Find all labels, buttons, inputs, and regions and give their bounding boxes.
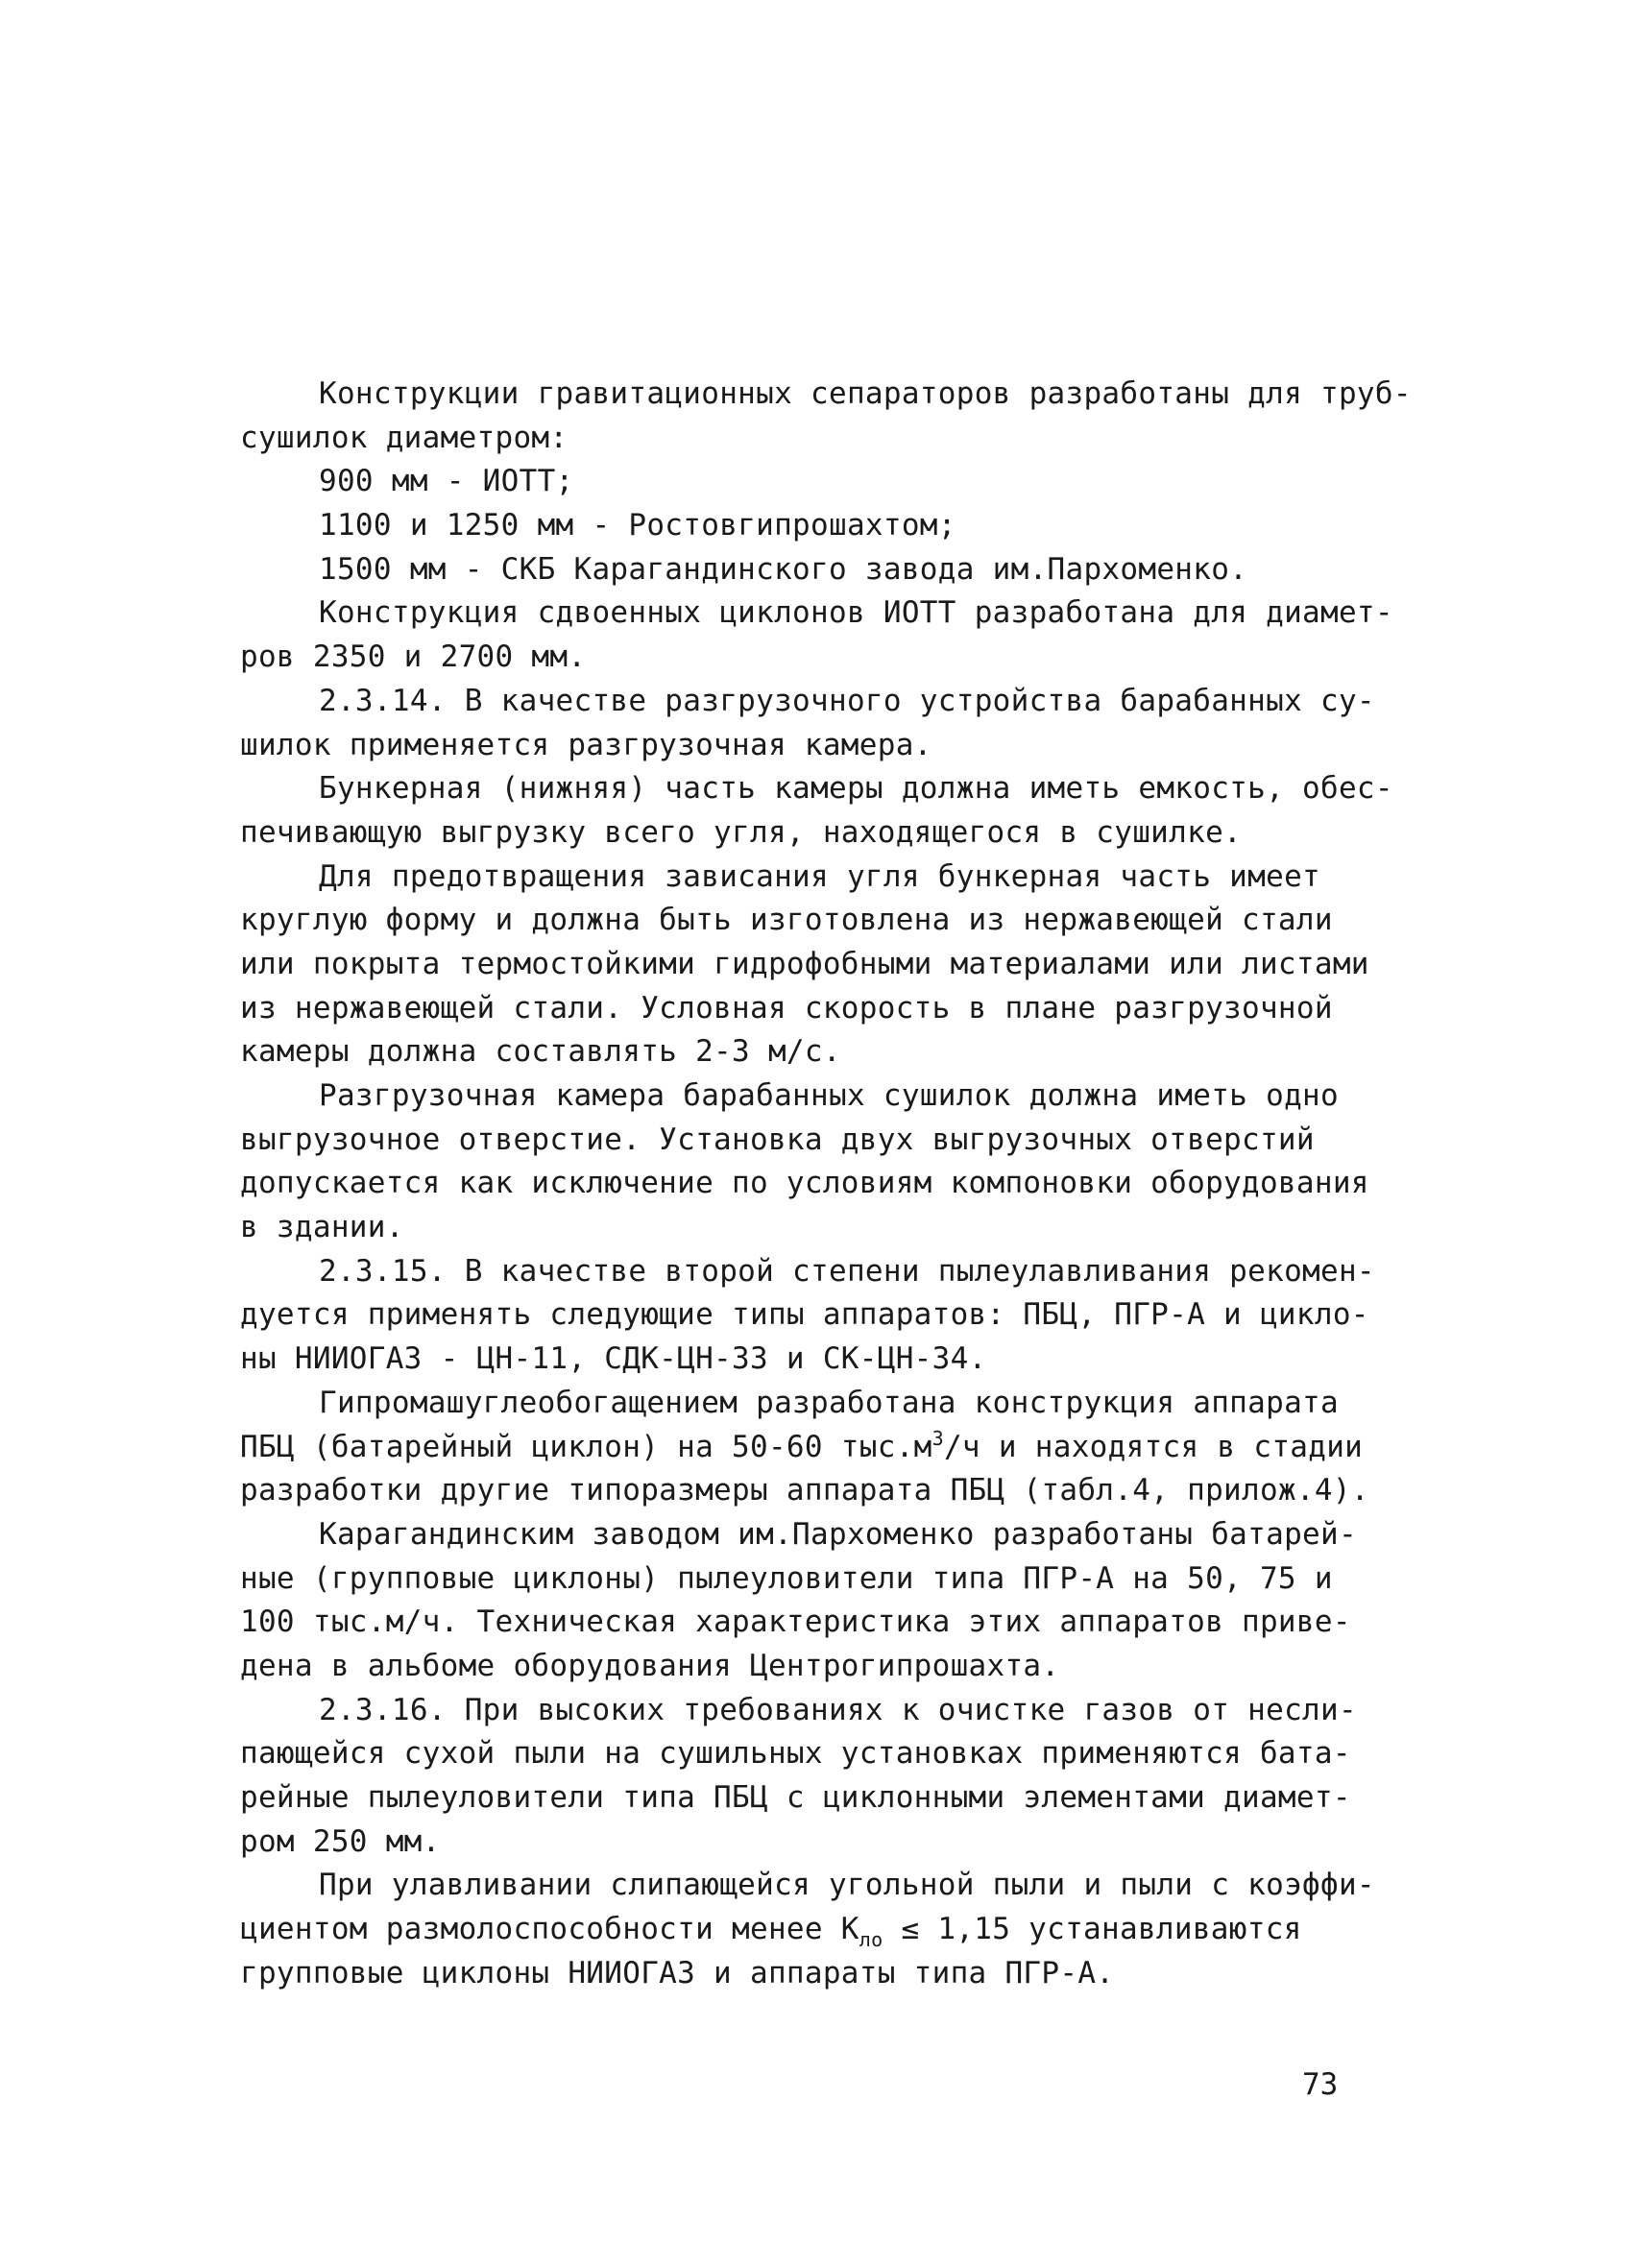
text-line: 100 тыс.м/ч. Техническая характеристика этих аппаратов приве-: [240, 1604, 1351, 1640]
subscript: ло: [859, 1928, 883, 1952]
text-line: [240, 1426, 1460, 1470]
text-segment: циентом размолоспособности менее К: [240, 1912, 859, 1947]
text-line: 1500 мм - СКБ Карагандинского завода им.Пархоменко.: [319, 551, 1248, 587]
page-number: 73: [1302, 2067, 1339, 2102]
text-line: пающейся сухой пыли на сушильных установках применяются бата-: [240, 1736, 1351, 1772]
text-line: из нержавеющей стали. Условная скорость в плане разгрузочной: [240, 990, 1333, 1025]
text-line: допускается как исключение по условиям компоновки оборудования: [240, 1166, 1369, 1201]
text-line: выгрузочное отверстие. Установка двух выгрузочных отверстий: [240, 1122, 1315, 1157]
text-line: 2.3.15. В качестве второй степени пылеулавливания рекомен-: [319, 1253, 1375, 1289]
text-line: Разгрузочная камера барабанных сушилок должна иметь одно: [319, 1078, 1339, 1113]
text-line: или покрыта термостойкими гидрофобными материалами или листами: [240, 946, 1369, 981]
text-line: дуется применять следующие типы аппаратов: ПБЦ, ПГР-А и цикло-: [240, 1297, 1369, 1333]
text-segment: ≤ 1,15 устанавливаются: [883, 1912, 1302, 1947]
document-body: [240, 373, 1460, 1995]
superscript: 3: [931, 1426, 944, 1450]
text-line: дена в альбоме оборудования Центрогипрошахта.: [240, 1648, 1060, 1683]
text-line: Бункерная (нижняя) часть камеры должна иметь емкость, обес-: [319, 771, 1393, 807]
text-line: [240, 1908, 1460, 1952]
text-line: ные (групповые циклоны) пылеуловители типа ПГР-А на 50, 75 и: [240, 1560, 1333, 1596]
text-line: Для предотвращения зависания угля бункерная часть имеет: [319, 858, 1320, 894]
text-line: ром 250 мм.: [240, 1823, 441, 1859]
text-line: 1100 и 1250 мм - Ростовгипрошахтом;: [319, 508, 956, 543]
text-line: При улавливании слипающейся угольной пыли и пыли с коэффи-: [319, 1868, 1375, 1903]
text-line: разработки другие типоразмеры аппарата ПБЦ (табл.4, прилож.4).: [240, 1473, 1369, 1508]
text-segment: /ч и находятся в стадии: [943, 1429, 1364, 1464]
text-line: 2.3.14. В качестве разгрузочного устройства барабанных су-: [319, 683, 1375, 718]
text-line: ны НИИОГАЗ - ЦН-11, СДК-ЦН-33 и СК-ЦН-34.: [240, 1341, 987, 1377]
text-line: в здании.: [240, 1210, 404, 1245]
text-line: круглую форму и должна быть изготовлена из нержавеющей стали: [240, 903, 1333, 938]
text-line: Конструкция сдвоенных циклонов ИОТТ разработана для диамет-: [319, 595, 1393, 631]
text-line: Конструкции гравитационных сепараторов разработаны для труб-: [319, 376, 1412, 411]
text-line: 900 мм - ИОТТ;: [319, 464, 574, 499]
text-line: сушилок диаметром:: [240, 420, 568, 455]
text-line: печивающую выгрузку всего угля, находящегося в сушилке.: [240, 814, 1242, 850]
text-line: групповые циклоны НИИОГАЗ и аппараты типа ПГР-А.: [240, 1955, 1115, 1991]
text-line: 2.3.16. При высоких требованиях к очистке газов от несли-: [319, 1692, 1357, 1727]
text-line: шилок применяется разгрузочная камера.: [240, 727, 932, 762]
text-line: ров 2350 и 2700 мм.: [240, 639, 587, 675]
text-line: Карагандинским заводом им.Пархоменко разработаны батарей-: [319, 1516, 1357, 1552]
text-line: камеры должна составлять 2-3 м/с.: [240, 1034, 841, 1070]
text-line: рейные пылеуловители типа ПБЦ с циклонными элементами диамет-: [240, 1780, 1351, 1815]
text-segment: ПБЦ (батарейный циклон) на 50-60 тыс.м: [240, 1429, 932, 1464]
text-line: Гипромашуглеобогащением разработана конструкция аппарата: [319, 1385, 1339, 1420]
